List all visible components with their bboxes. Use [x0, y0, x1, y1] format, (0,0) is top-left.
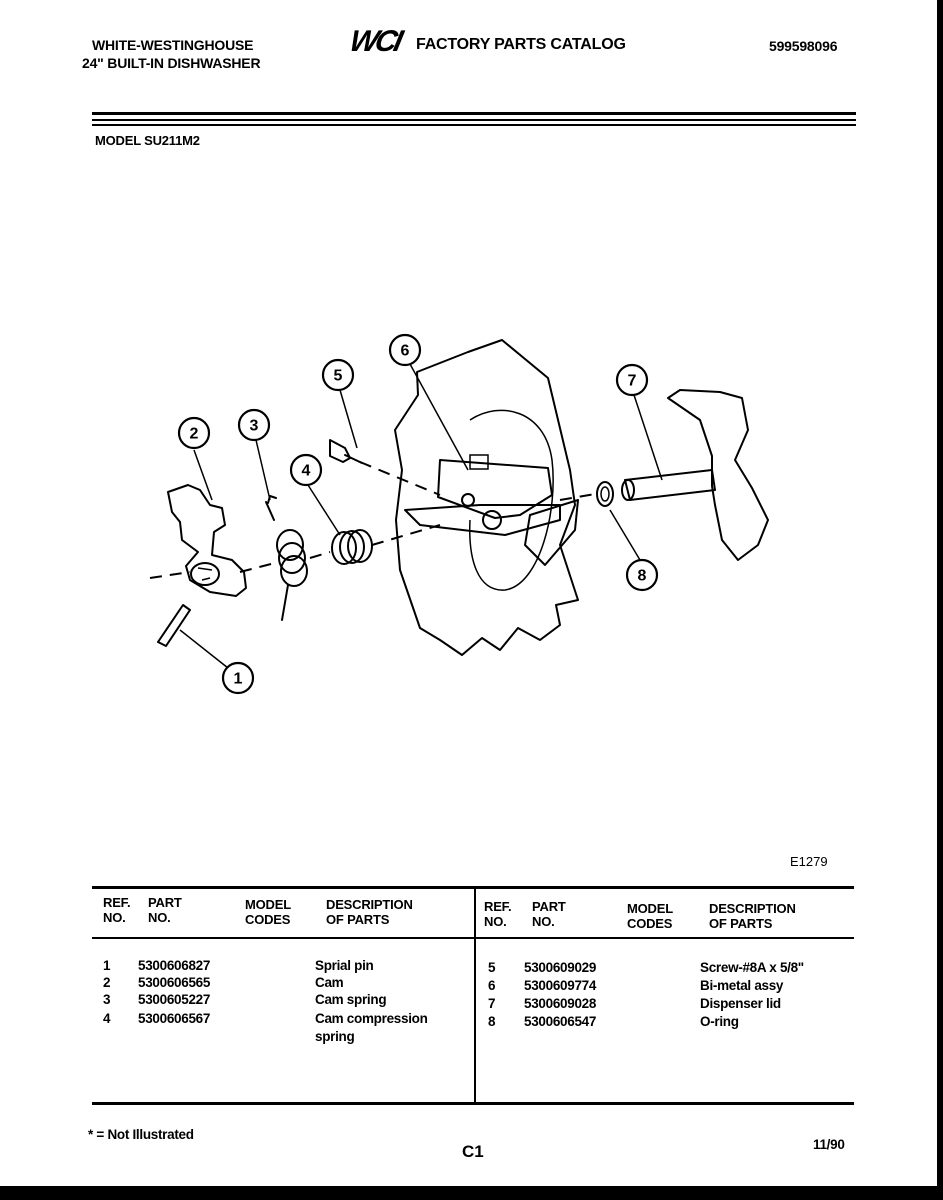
- callout-5: [323, 360, 353, 390]
- model-label: MODEL SU211M2: [95, 133, 200, 148]
- callout-2: [179, 418, 209, 448]
- callout-8-label: 8: [637, 567, 647, 585]
- o-ring: [597, 482, 613, 506]
- screw-head: [330, 440, 350, 462]
- table-top-rule: [92, 886, 854, 889]
- leader-8: [610, 510, 640, 560]
- callout-4-label: 4: [301, 462, 311, 480]
- not-illustrated-note: * = Not Illustrated: [88, 1127, 194, 1142]
- assembly-line-compression: [372, 525, 440, 545]
- callout-5-label: 5: [333, 367, 343, 385]
- bimetal-assembly-body: [438, 460, 552, 518]
- cam-hub-detail: [198, 568, 212, 580]
- figure-code: E1279: [790, 854, 828, 869]
- catalog-title: FACTORY PARTS CATALOG: [416, 36, 626, 53]
- leader-5: [340, 390, 357, 448]
- leader-6: [410, 364, 468, 470]
- right-header-ref: REF. NO.: [484, 899, 512, 929]
- table-bottom-rule: [92, 1102, 854, 1105]
- left-header-model: MODEL CODES: [245, 897, 291, 927]
- leader-7: [634, 395, 662, 480]
- dispenser-lid-shaft: [625, 470, 715, 500]
- assembly-line-spring: [310, 552, 330, 558]
- catalog-number: 599598096: [769, 38, 838, 54]
- o-ring-inner: [601, 487, 609, 501]
- table-center-divider: [474, 888, 476, 1103]
- callout-6-label: 6: [400, 342, 410, 360]
- cam-spring-leg: [282, 585, 288, 620]
- leader-1: [180, 630, 228, 668]
- brand-line-2: 24" BUILT-IN DISHWASHER: [82, 55, 261, 71]
- table-header-rule: [92, 937, 854, 939]
- cam-hub: [191, 563, 219, 585]
- callout-3-label: 3: [249, 417, 259, 435]
- leader-2: [194, 450, 212, 500]
- brand-line-1: WHITE-WESTINGHOUSE: [92, 37, 254, 53]
- spiral-pin: [158, 605, 190, 646]
- right-header-desc: DESCRIPTION OF PARTS: [709, 901, 796, 931]
- callout-8: [627, 560, 657, 590]
- callout-3: [239, 410, 269, 440]
- leader-4: [308, 485, 340, 535]
- dispenser-lid-plate: [668, 390, 768, 560]
- bimetal-hole: [462, 494, 474, 506]
- assembly-line-pin: [150, 572, 190, 578]
- leader-3: [256, 440, 270, 500]
- callout-6: [390, 335, 420, 365]
- callout-1-label: 1: [233, 670, 243, 688]
- page-border-bottom: [0, 1186, 943, 1200]
- bimetal-hub: [483, 511, 501, 529]
- callout-7: [617, 365, 647, 395]
- callout-1: [223, 663, 253, 693]
- left-header-desc: DESCRIPTION OF PARTS: [326, 897, 413, 927]
- wci-logo: WCI: [346, 25, 403, 58]
- callout-2-label: 2: [189, 425, 199, 443]
- assembly-line-oring: [560, 494, 595, 500]
- cam-spring-hook: [266, 496, 276, 520]
- callout-4: [291, 455, 321, 485]
- door-panel-recess: [470, 410, 553, 590]
- page-number: C1: [462, 1142, 484, 1161]
- callout-7-label: 7: [627, 372, 637, 390]
- right-header-model: MODEL CODES: [627, 901, 673, 931]
- left-header-ref: REF. NO.: [103, 895, 131, 925]
- catalog-date: 11/90: [813, 1137, 845, 1152]
- left-header-part: PART NO.: [148, 895, 182, 925]
- assembly-line-cam: [240, 563, 275, 572]
- right-header-part: PART NO.: [532, 899, 566, 929]
